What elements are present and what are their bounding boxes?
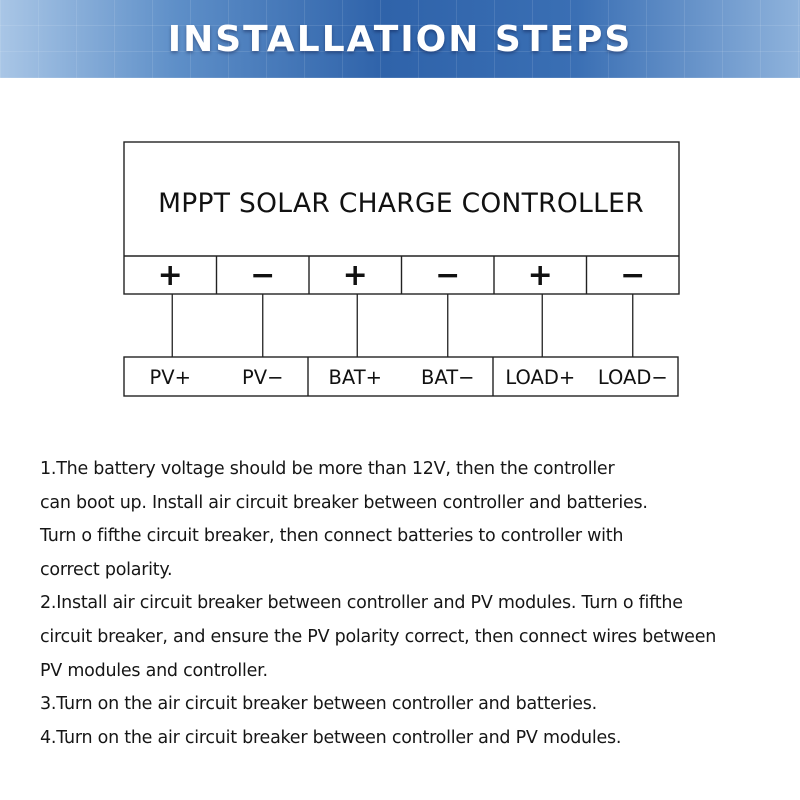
step-line: 4.Turn on the air circuit breaker between controller and PV modules. xyxy=(40,727,622,748)
step-line: 3.Turn on the air circuit breaker between controller and batteries. xyxy=(40,694,597,715)
terminal-minus-symbol: − xyxy=(620,258,646,293)
step-line: can boot up. Install air circuit breaker between controller and batteries. xyxy=(40,492,648,513)
terminal-label: PV+ xyxy=(149,366,191,389)
terminal-label: LOAD+ xyxy=(505,366,576,389)
terminal-minus-symbol: − xyxy=(250,258,276,293)
terminal-label: PV− xyxy=(242,366,284,389)
wires xyxy=(172,294,633,357)
page-title: INSTALLATION STEPS xyxy=(167,19,633,60)
step-line: Turn o fifthe circuit breaker, then connect batteries to controller with xyxy=(40,526,624,547)
terminal-label: BAT+ xyxy=(328,366,382,389)
terminal-plus-symbol: + xyxy=(342,258,368,293)
terminal-minus-symbol: − xyxy=(435,258,461,293)
step-line: correct polarity. xyxy=(40,559,173,580)
terminal-label-box xyxy=(124,357,678,396)
step-line: PV modules and controller. xyxy=(40,660,268,681)
terminal-label: BAT− xyxy=(421,366,475,389)
controller-label: MPPT SOLAR CHARGE CONTROLLER xyxy=(158,188,644,219)
terminal-plus-symbol: + xyxy=(527,258,553,293)
step-line: 1.The battery voltage should be more than 12V, then the controller xyxy=(40,459,615,479)
terminal-plus-symbol: + xyxy=(157,258,183,293)
terminal-label: LOAD− xyxy=(597,366,668,389)
step-line: 2.Install air circuit breaker between controller and PV modules. Turn o fifthe xyxy=(40,593,683,614)
installation-steps xyxy=(40,453,780,755)
step-line: circuit breaker, and ensure the PV polarity correct, then connect wires between xyxy=(40,626,717,647)
